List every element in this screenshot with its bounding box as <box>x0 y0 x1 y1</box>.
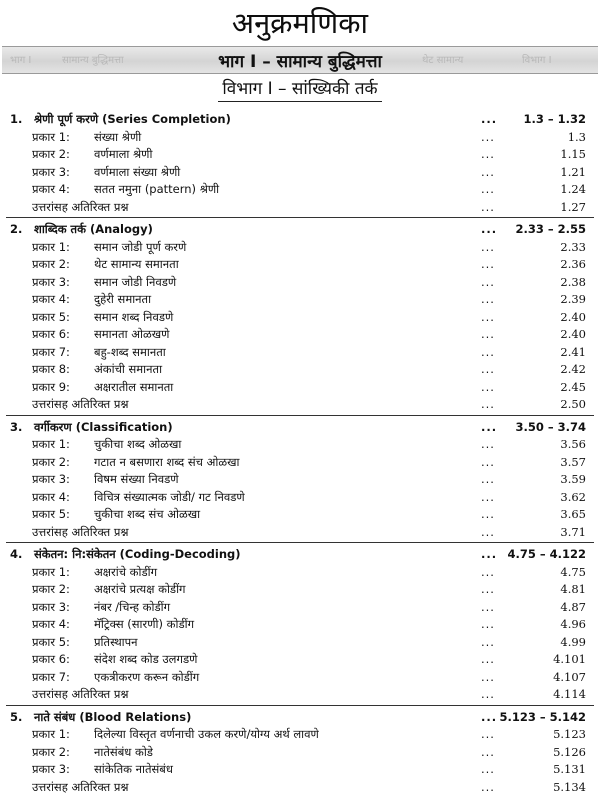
type-label: प्रकार 4: <box>32 292 70 306</box>
chapter-title: श्रेणी पूर्ण करणे (Series Completion) <box>34 112 231 126</box>
type-row <box>0 274 600 292</box>
page-number: 3.59 <box>560 472 586 486</box>
type-title: समानता ओळखणे <box>94 327 170 341</box>
page-number: 1.24 <box>560 182 586 196</box>
banner-ghost-text: थेट सामान्य <box>422 55 464 66</box>
type-title: विषम संख्या निवडणे <box>94 472 179 486</box>
type-row <box>0 129 600 147</box>
type-row <box>0 344 600 362</box>
page-number: 2.45 <box>560 379 586 394</box>
type-row <box>0 256 600 274</box>
type-label: प्रकार 2: <box>32 744 70 759</box>
extra-questions-label: उत्तरांसह अतिरिक्त प्रश्न <box>32 687 129 701</box>
section-heading <box>0 78 600 102</box>
type-title: संख्या श्रेणी <box>94 129 142 144</box>
leader-dots: ... <box>481 687 495 701</box>
type-row <box>0 669 600 687</box>
leader-dots: ... <box>481 344 495 359</box>
leader-dots: ... <box>481 222 498 236</box>
type-label: प्रकार 3: <box>32 472 70 486</box>
type-row <box>0 361 600 379</box>
type-title: चुकीचा शब्द ओळखा <box>94 437 182 451</box>
leader-dots: ... <box>481 669 495 684</box>
part-title: भाग I – सामान्य बुद्धिमत्ता <box>218 52 382 72</box>
type-title: गटात न बसणारा शब्द संच ओळखा <box>94 454 240 469</box>
type-row <box>0 379 600 397</box>
leader-dots: ... <box>481 199 495 214</box>
leader-dots: ... <box>481 652 495 666</box>
type-title: दुहेरी समानता <box>94 292 152 306</box>
leader-dots: ... <box>481 182 495 196</box>
type-row <box>0 744 600 762</box>
leader-dots: ... <box>481 362 495 376</box>
type-label: प्रकार 2: <box>32 454 70 469</box>
chapter-number: 1. <box>10 112 23 126</box>
page-number: 3.57 <box>560 454 586 469</box>
type-label: प्रकार 5: <box>32 634 70 649</box>
type-title: विचित्र संख्यात्मक जोडी/ गट निवडणे <box>94 489 245 504</box>
type-label: प्रकार 8: <box>32 362 70 376</box>
page-number: 3.56 <box>560 437 586 451</box>
type-row <box>0 436 600 454</box>
page-number: 4.96 <box>560 617 586 631</box>
type-label: प्रकार 3: <box>32 599 70 614</box>
banner-ghost-text: विभाग I <box>522 55 552 66</box>
leader-dots: ... <box>481 779 495 794</box>
type-row <box>0 761 600 779</box>
type-label: प्रकार 6: <box>32 327 70 341</box>
chapter-number: 5. <box>10 709 23 724</box>
type-row <box>0 564 600 582</box>
leader-dots: ... <box>481 582 495 596</box>
type-title: मॅट्रिक्स (सारणी) कोडींग <box>94 617 195 631</box>
chapter-divider <box>6 542 594 543</box>
chapter-pages: 2.33 – 2.55 <box>515 222 586 236</box>
chapter-number: 3. <box>10 419 23 434</box>
page-number: 3.65 <box>560 507 586 521</box>
leader-dots: ... <box>481 489 495 504</box>
page-number: 5.134 <box>553 779 586 794</box>
type-title: थेट सामान्य समानता <box>94 257 179 271</box>
leader-dots: ... <box>481 379 495 394</box>
page-number: 2.33 <box>560 239 586 254</box>
leader-dots: ... <box>481 397 495 411</box>
type-label: प्रकार 1: <box>32 239 70 254</box>
extra-questions-label: उत्तरांसह अतिरिक्त प्रश्न <box>32 199 129 214</box>
chapter-row <box>0 709 600 727</box>
page-number: 4.87 <box>560 599 586 614</box>
page-number: 5.131 <box>553 762 586 776</box>
page-number: 2.38 <box>560 274 586 289</box>
type-row <box>0 616 600 634</box>
type-title: समान जोडी पूर्ण करणे <box>94 239 187 254</box>
leader-dots: ... <box>481 762 495 776</box>
type-title: वर्णमाला श्रेणी <box>94 147 153 161</box>
type-label: प्रकार 3: <box>32 164 70 179</box>
type-row <box>0 506 600 524</box>
type-label: प्रकार 2: <box>32 257 70 271</box>
type-title: नातेसंबंध कोडे <box>94 744 153 759</box>
type-label: प्रकार 1: <box>32 437 70 451</box>
type-label: प्रकार 3: <box>32 762 70 776</box>
type-label: प्रकार 1: <box>32 564 70 579</box>
chapter-pages: 5.123 – 5.142 <box>499 709 586 724</box>
extra-questions-row <box>0 199 600 217</box>
type-label: प्रकार 5: <box>32 309 70 324</box>
type-title: समान जोडी निवडणे <box>94 274 177 289</box>
type-row <box>0 309 600 327</box>
type-row <box>0 146 600 164</box>
type-label: प्रकार 4: <box>32 489 70 504</box>
leader-dots: ... <box>481 257 495 271</box>
leader-dots: ... <box>481 419 498 434</box>
page-number: 4.107 <box>553 669 586 684</box>
leader-dots: ... <box>481 147 495 161</box>
leader-dots: ... <box>481 112 498 126</box>
type-title: नंबर /चिन्ह कोडींग <box>94 599 171 614</box>
leader-dots: ... <box>481 599 495 614</box>
leader-dots: ... <box>481 617 495 631</box>
leader-dots: ... <box>481 564 495 579</box>
extra-questions-label: उत्तरांसह अतिरिक्त प्रश्न <box>32 779 129 794</box>
type-label: प्रकार 4: <box>32 182 70 196</box>
page-number: 3.62 <box>560 489 586 504</box>
type-title: वर्णमाला संख्या श्रेणी <box>94 164 181 179</box>
page-number: 2.36 <box>560 257 586 271</box>
leader-dots: ... <box>481 524 495 539</box>
page-number: 4.114 <box>553 687 586 701</box>
type-label: प्रकार 9: <box>32 379 70 394</box>
leader-dots: ... <box>481 327 495 341</box>
chapter-row <box>0 419 600 437</box>
type-label: प्रकार 6: <box>32 652 70 666</box>
type-row <box>0 164 600 182</box>
type-title: संदेश शब्द कोड उलगडणे <box>94 652 198 666</box>
chapter-title: शाब्दिक तर्क (Analogy) <box>34 222 153 236</box>
type-title: प्रतिस्थापन <box>94 634 138 649</box>
page-number: 4.99 <box>560 634 586 649</box>
type-title: अक्षरांचे कोडींग <box>94 564 158 579</box>
type-label: प्रकार 3: <box>32 274 70 289</box>
type-label: प्रकार 2: <box>32 582 70 596</box>
type-row <box>0 581 600 599</box>
leader-dots: ... <box>481 164 495 179</box>
banner-ghost-text: सामान्य बुद्धिमत्ता <box>62 55 124 66</box>
extra-questions-row <box>0 396 600 414</box>
type-row <box>0 599 600 617</box>
type-label: प्रकार 5: <box>32 507 70 521</box>
page-number: 5.126 <box>553 744 586 759</box>
leader-dots: ... <box>481 744 495 759</box>
leader-dots: ... <box>481 239 495 254</box>
type-title: बहु-शब्द समानता <box>94 344 166 359</box>
chapter-title: संकेतन: नि:संकेतन (Coding-Decoding) <box>34 547 241 561</box>
type-row <box>0 181 600 199</box>
type-title: चुकीचा शब्द संच ओळखा <box>94 507 201 521</box>
page-number: 2.39 <box>560 292 586 306</box>
page-number: 2.40 <box>560 309 586 324</box>
type-title: दिलेल्या विस्तृत वर्णनाची उकल करणे/योग्य अर्थ लावणे <box>94 727 319 741</box>
leader-dots: ... <box>481 309 495 324</box>
type-row <box>0 471 600 489</box>
leader-dots: ... <box>481 472 495 486</box>
page-number: 5.123 <box>553 727 586 741</box>
chapter-number: 2. <box>10 222 23 236</box>
type-title: सांकेतिक नातेसंबंध <box>94 762 173 776</box>
type-row <box>0 454 600 472</box>
leader-dots: ... <box>481 274 495 289</box>
type-label: प्रकार 7: <box>32 669 70 684</box>
leader-dots: ... <box>481 292 495 306</box>
page-number: 4.75 <box>560 564 586 579</box>
chapter-pages: 1.3 – 1.32 <box>523 112 586 126</box>
type-row <box>0 239 600 257</box>
type-title: अंकांची समानता <box>94 362 163 376</box>
type-row <box>0 291 600 309</box>
type-row <box>0 634 600 652</box>
type-row <box>0 651 600 669</box>
extra-questions-label: उत्तरांसह अतिरिक्त प्रश्न <box>32 397 129 411</box>
type-title: अक्षरातील समानता <box>94 379 174 394</box>
table-of-contents <box>0 111 600 796</box>
chapter-row <box>0 221 600 239</box>
type-row <box>0 326 600 344</box>
leader-dots: ... <box>481 547 498 561</box>
type-title: समान शब्द निवडणे <box>94 309 174 324</box>
page-number: 1.15 <box>560 147 586 161</box>
type-label: प्रकार 1: <box>32 129 70 144</box>
type-title: एकत्रीकरण करून कोडींग <box>94 669 200 684</box>
extra-questions-label: उत्तरांसह अतिरिक्त प्रश्न <box>32 524 129 539</box>
leader-dots: ... <box>481 709 498 724</box>
page-title: अनुक्रमणिका <box>231 6 369 40</box>
chapter-pages: 4.75 – 4.122 <box>507 547 586 561</box>
type-label: प्रकार 4: <box>32 617 70 631</box>
chapter-divider <box>6 217 594 218</box>
chapter-divider <box>6 415 594 416</box>
extra-questions-row <box>0 524 600 542</box>
leader-dots: ... <box>481 507 495 521</box>
type-title: सतत नमुना (pattern) श्रेणी <box>94 182 220 196</box>
extra-questions-row <box>0 686 600 704</box>
page-number: 3.71 <box>560 524 586 539</box>
leader-dots: ... <box>481 727 495 741</box>
type-label: प्रकार 1: <box>32 727 70 741</box>
leader-dots: ... <box>481 454 495 469</box>
section-title: विभाग I – सांख्यिकी तर्क <box>218 78 381 102</box>
banner-ghost-text: भाग I <box>10 55 32 66</box>
chapter-title: नाते संबंध (Blood Relations) <box>34 709 192 724</box>
type-title: अक्षरांचे प्रत्यक्ष कोडींग <box>94 582 186 596</box>
type-row <box>0 489 600 507</box>
type-label: प्रकार 7: <box>32 344 70 359</box>
type-label: प्रकार 2: <box>32 147 70 161</box>
page-number: 2.41 <box>560 344 586 359</box>
chapter-number: 4. <box>10 547 23 561</box>
chapter-row <box>0 111 600 129</box>
chapter-title: वर्गीकरण (Classification) <box>34 419 173 434</box>
page-number: 1.27 <box>560 199 586 214</box>
page-number: 2.50 <box>560 397 586 411</box>
extra-questions-row <box>0 779 600 797</box>
page-number: 4.101 <box>553 652 586 666</box>
page-number: 1.21 <box>560 164 586 179</box>
type-row <box>0 726 600 744</box>
page-number: 1.3 <box>567 129 586 144</box>
leader-dots: ... <box>481 634 495 649</box>
page-number: 4.81 <box>560 582 586 596</box>
page-number: 2.42 <box>560 362 586 376</box>
chapter-pages: 3.50 – 3.74 <box>515 419 586 434</box>
page-number: 2.40 <box>560 327 586 341</box>
chapter-row <box>0 546 600 564</box>
leader-dots: ... <box>481 129 495 144</box>
chapter-divider <box>6 705 594 706</box>
leader-dots: ... <box>481 437 495 451</box>
